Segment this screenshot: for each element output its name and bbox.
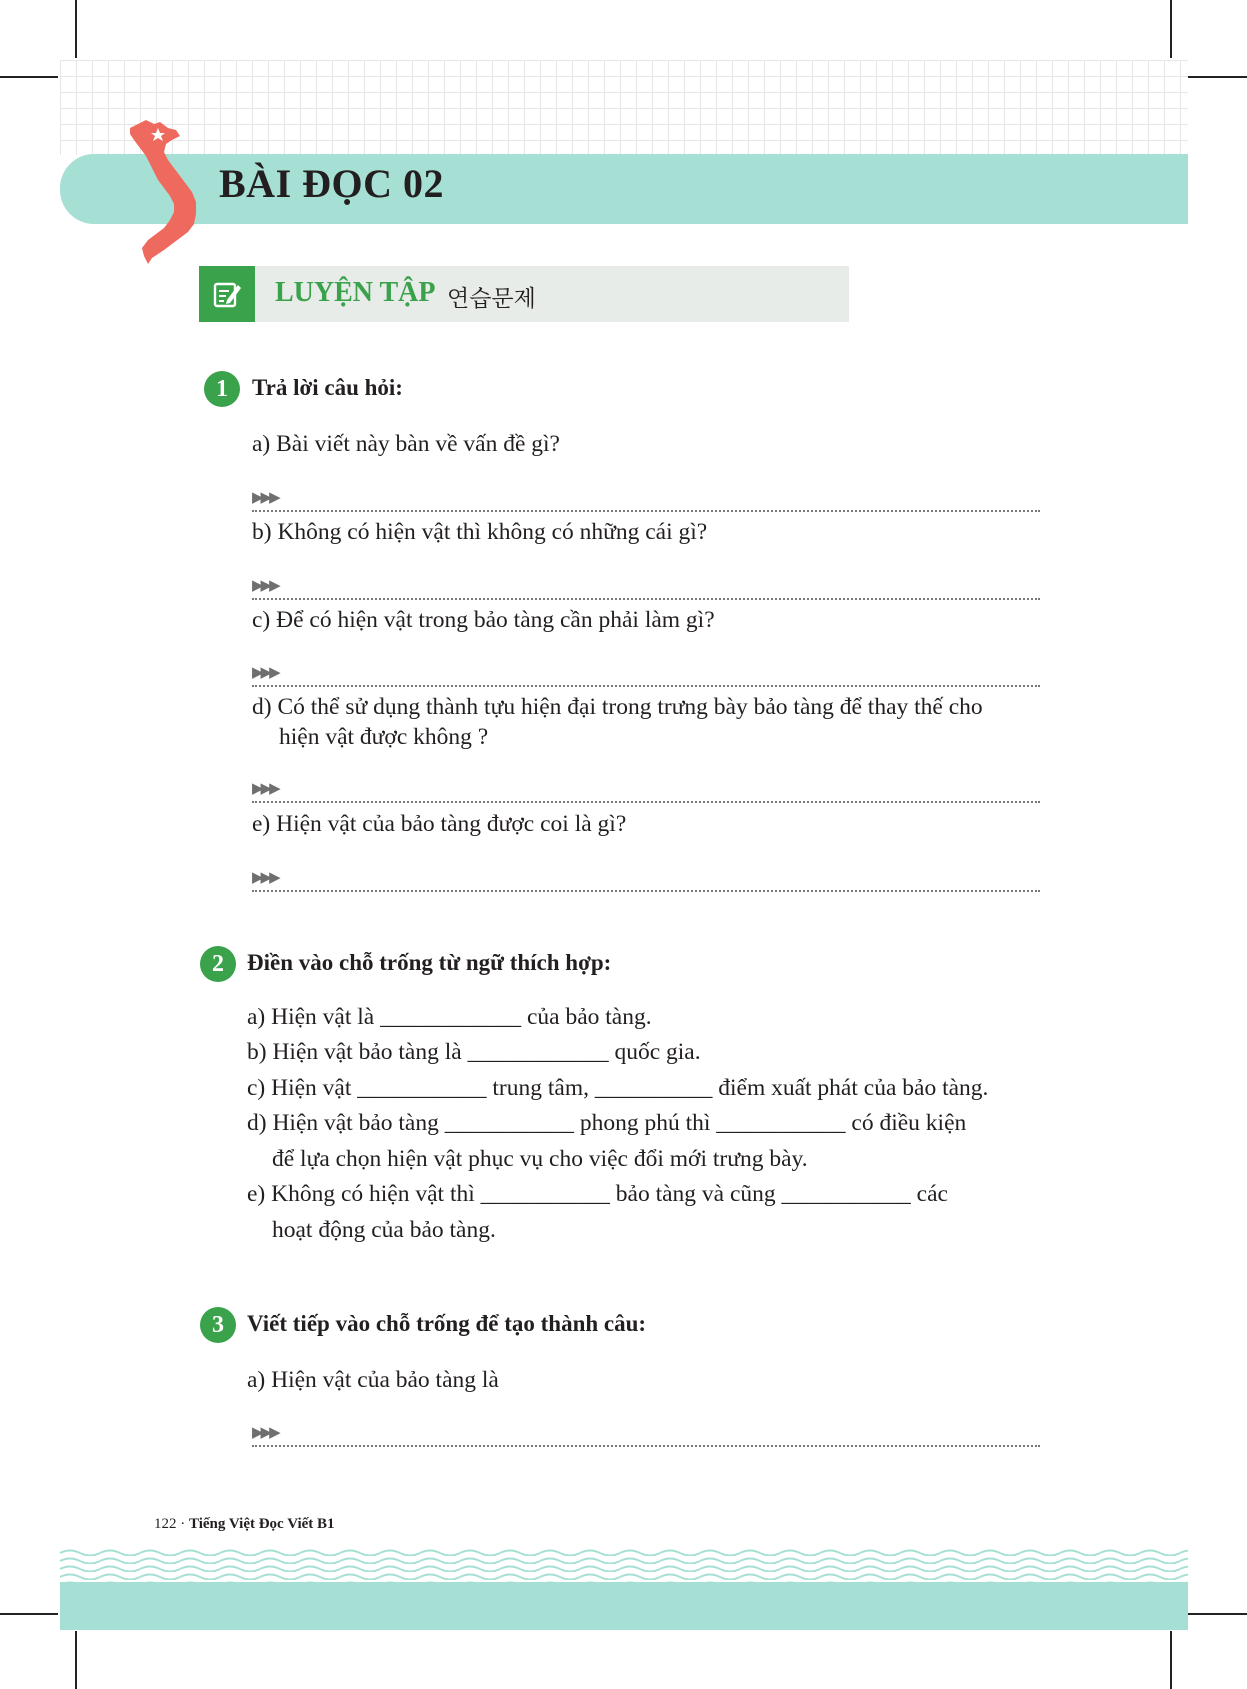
grid-background [60, 60, 1188, 155]
book-title: Tiếng Việt Đọc Viết B1 [189, 1516, 335, 1532]
notepad-pencil-icon [212, 279, 242, 309]
fill-in-line: e) Không có hiện vật thì ___________ bảo tàng và cũng ___________ các [247, 1181, 948, 1207]
question [252, 809, 1052, 839]
practice-icon-box [199, 266, 255, 322]
question-text: a) Hiện vật của bảo tàng là [247, 1367, 499, 1393]
fill-in-line-continued: hoạt động của bảo tàng. [272, 1217, 496, 1243]
question-text: a) Bài viết này bàn về vấn đề gì? [252, 431, 560, 457]
question-text: d) Có thể sử dụng thành tựu hiện đại trong trưng bày bảo tàng để thay thế cho [252, 694, 983, 720]
exercise-number: 1 [204, 371, 240, 407]
crop-mark [0, 76, 58, 78]
answer-arrow-icon: ▶▶▶ [252, 663, 278, 681]
bottom-band [60, 1582, 1188, 1630]
practice-section-bar [199, 266, 849, 322]
exercise-number: 2 [200, 946, 236, 982]
answer-line[interactable] [252, 665, 1040, 687]
fill-in-line: a) Hiện vật là ____________ của bảo tàng. [247, 1004, 652, 1030]
crop-mark [1188, 1613, 1247, 1615]
crop-mark [0, 1613, 58, 1615]
practice-label-korean: 연습문제 [447, 286, 536, 312]
question [252, 517, 1052, 547]
answer-line[interactable] [252, 1425, 1040, 1447]
exercise-title: Viết tiếp vào chỗ trống để tạo thành câu: [247, 1311, 647, 1336]
fill-in-line: d) Hiện vật bảo tàng ___________ phong phú thì ___________ có điều kiện [247, 1110, 967, 1136]
question [252, 692, 1052, 752]
question [252, 429, 1052, 459]
exercise-title: Điền vào chỗ trống từ ngữ thích hợp: [247, 950, 612, 975]
crop-mark [75, 1631, 77, 1689]
answer-arrow-icon: ▶▶▶ [252, 488, 278, 506]
answer-line[interactable] [252, 870, 1040, 892]
answer-arrow-icon: ▶▶▶ [252, 576, 278, 594]
question [252, 605, 1052, 635]
answer-arrow-icon: ▶▶▶ [252, 868, 278, 886]
question-text: b) Không có hiện vật thì không có những cái gì? [252, 519, 708, 545]
answer-arrow-icon: ▶▶▶ [252, 1423, 278, 1441]
lesson-title: BÀI ĐỌC 02 [219, 161, 445, 206]
fill-in-line: b) Hiện vật bảo tàng là ____________ quốc gia. [247, 1039, 701, 1065]
crop-mark [1188, 76, 1247, 78]
fill-in-line: c) Hiện vật ___________ trung tâm, __________ điểm xuất phát của bảo tàng. [247, 1075, 989, 1101]
exercise-title: Trả lời câu hỏi: [252, 375, 403, 400]
question-text-continued: hiện vật được không ? [279, 724, 489, 750]
answer-arrow-icon: ▶▶▶ [252, 779, 278, 797]
crop-mark [1170, 1631, 1172, 1689]
page-number: 122 [154, 1516, 177, 1532]
fill-in-line-continued: để lựa chọn hiện vật phục vụ cho việc đổi mới trưng bày. [272, 1146, 808, 1172]
answer-line[interactable] [252, 490, 1040, 512]
practice-label: LUYỆN TẬP [275, 277, 436, 308]
answer-line[interactable] [252, 781, 1040, 803]
question-text: c) Để có hiện vật trong bảo tàng cần phải làm gì? [252, 607, 715, 633]
question-text: e) Hiện vật của bảo tàng được coi là gì? [252, 811, 627, 837]
wave-decoration [60, 1548, 1188, 1582]
page-footer [154, 1516, 335, 1533]
crop-mark [75, 0, 77, 58]
crop-mark [1170, 0, 1172, 58]
question [247, 1365, 1047, 1395]
exercise-number: 3 [200, 1307, 236, 1343]
footer-separator: · [180, 1516, 186, 1532]
answer-line[interactable] [252, 578, 1040, 600]
vietnam-map-icon [128, 118, 204, 266]
